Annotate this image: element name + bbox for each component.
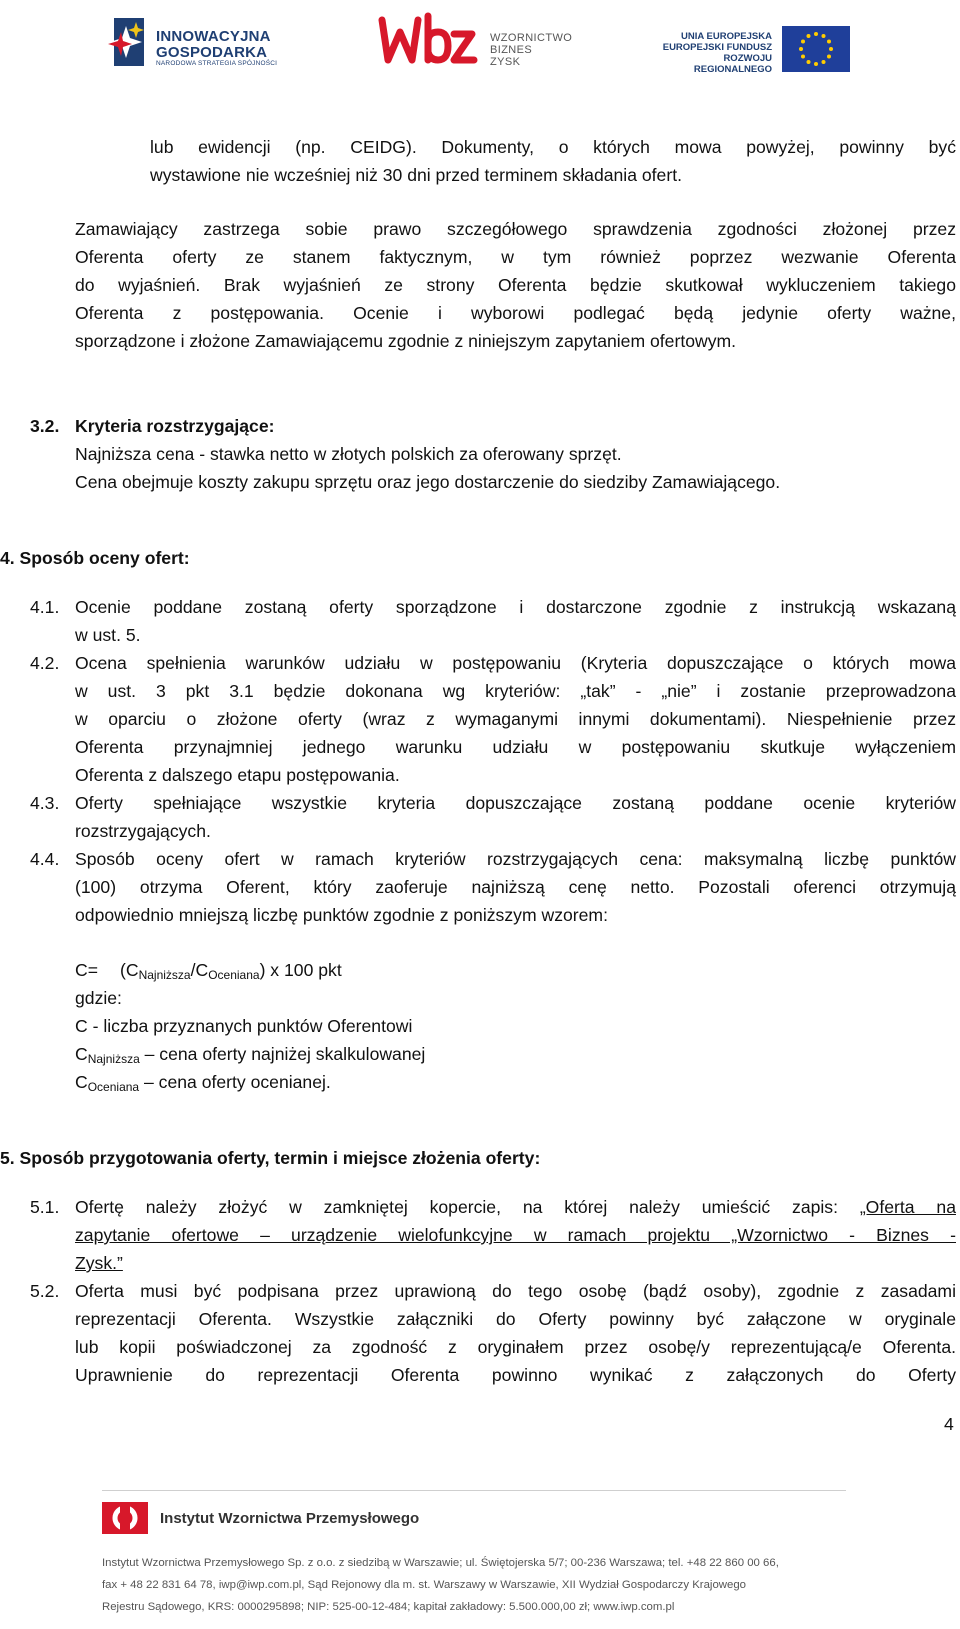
item-4-3-text: Oferty spełniające wszystkie kryteria dopuszczające zostaną poddane ocenie kryteriów rozstrzygających. [75, 793, 956, 841]
wbz-mark-icon [378, 12, 478, 70]
formula-def-oceniana: $C_{Oceniana}$ – cena oferty ocenianej. [75, 1072, 331, 1094]
page-number: 4 [944, 1414, 954, 1434]
item-4-2-number: 4.2. [30, 653, 60, 673]
ig-logo-title: INNOWACYJNA GOSPODARKA [156, 28, 271, 61]
item-5-1-number: 5.1. [30, 1197, 60, 1217]
formula-def-najnizsza: $C_{Najniższa}$ – cena oferty najniżej skalkulowanej [75, 1044, 426, 1066]
formula-def-c: C - liczba przyznanych punktów Oferentowi [75, 1016, 413, 1036]
item-4-2-text: Ocena spełnienia warunków udziału w postępowaniu (Kryteria dopuszczające o których mowa w ust. 3 pkt 3.1 będzie dokonana wg kryteriów: „tak” - „nie” i zostanie przeprowadzona w oparciu o złożone oferty (wraz z wymaganymi innymi dokumentami). Niespełnienie przez Oferenta przynajmniej jednego warunku udziału w postępowaniu skutkuje wyłączeniem Oferenta z dalszego etapu postępowania. [75, 653, 956, 785]
ue-logo-text: UNIA EUROPEJSKA EUROPEJSKI FUNDUSZ ROZWOJU REGIONALNEGO [662, 31, 772, 75]
ig-logo-tagline: NARODOWA STRATEGIA SPÓJNOŚCI [156, 60, 278, 67]
paragraph-zastrzezenie: Zamawiający zastrzega sobie prawo szczegółowego sprawdzenia zgodności złożonej przez Oferenta oferty ze stanem faktycznym, w tym również poprzez wezwanie Oferenta do wyjaśnień. Brak wyjaśnień ze strony Oferenta będzie skutkował wykluczeniem takiego Oferenta z postępowania. Ocenie i wyborowi podlegać będą jedynie oferty ważne, sporządzone i złożone Zamawiającemu zgodnie z niniejszym zapytaniem ofertowym. [75, 219, 956, 351]
item-4-1-text: Ocenie poddane zostaną oferty sporządzone i dostarczone zgodnie z instrukcją wskazaną w ust. 5. [75, 597, 956, 645]
item-5-2-text: Oferta musi być podpisana przez uprawioną do tego osobę (bądź osoby), zgodnie z zasadami reprezentacji Oferenta. Wszystkie załączniki do Oferty powinny być załączone w oryginale lub kopii poświadczonej za zgodność z oryginałem przez osobę/y reprezentującą/e Oferenta. Uprawnienie do reprezentacji Oferenta powinno wynikać z załączonych do Oferty [75, 1281, 956, 1385]
section-3-2-number: 3.2. [30, 416, 60, 436]
iwp-mark-icon [102, 1502, 148, 1534]
wbz-logo-text: WZORNICTWO BIZNES ZYSK [490, 32, 573, 68]
section-3-2-line2: Cena obejmuje koszty zakupu sprzętu oraz jego dostarczenie do siedziby Zamawiającego. [75, 472, 781, 492]
item-4-4-number: 4.4. [30, 849, 60, 869]
ig-star-icon [108, 14, 146, 68]
wzornictwo-biznes-zysk-logo [378, 12, 578, 72]
item-5-2-number: 5.2. [30, 1281, 60, 1301]
item-5-1-text: Ofertę należy złożyć w zamkniętej kopercie, na której należy umieścić zapis: „Oferta na zapytanie ofertowe – urządzenie wielofunkcyjne w ramach projektu „Wzornictwo - Biznes - Zysk.” [75, 1197, 956, 1273]
formula-gdzie: gdzie: [75, 988, 122, 1008]
iwp-logo-text: Instytut Wzornictwa Przemysłowego [160, 1510, 420, 1527]
section-3-2-title: Kryteria rozstrzygające: [75, 416, 275, 436]
section-3-2-line1: Najniższa cena - stawka netto w złotych polskich za oferowany sprzęt. [75, 444, 622, 464]
item-4-4-text: Sposób oceny ofert w ramach kryteriów rozstrzygających cena: maksymalną liczbę punktów (100) otrzyma Oferent, który zaoferuje najniższą cenę netto. Pozostali oferenci otrzymują odpowiednio mniejszą liczbę punktów zgodnie z poniższym wzorem: [75, 849, 956, 925]
section-4-heading: 4. Sposób oceny ofert: [0, 548, 190, 568]
unia-europejska-logo [654, 26, 854, 76]
footer-divider [102, 1490, 846, 1491]
innowacyjna-gospodarka-logo [108, 12, 298, 70]
eu-flag-icon [782, 26, 850, 72]
formula: $C= (C_{Najniższa}/C_{Oceniana})$ x 100 pkt [75, 960, 342, 982]
section-5-heading: 5. Sposób przygotowania oferty, termin i miejsce złożenia oferty: [0, 1148, 541, 1168]
item-4-3-number: 4.3. [30, 793, 60, 813]
item-4-1-number: 4.1. [30, 597, 60, 617]
iwp-logo [102, 1502, 442, 1538]
footer-address: Instytut Wzornictwa Przemysłowego Sp. z o.o. z siedzibą w Warszawie; ul. Świętojerska 5/7; 00-236 Warszawa; tel. +48 22 860 00 66, fax + 48 22 831 64 78, iwp@iwp.com.pl, Sąd Rejonowy dla m. st. Warszawy w Warszawie, XII Wydział Gospodarczy Krajowego Rejestru Sądowego, KRS: 0000295898; NIP: 525-00-12-484; kapitał zakładowy: 5.500.000,00 zł; www.iwp.com.pl [102, 1557, 779, 1613]
paragraph-ewidencja: lub ewidencji (np. CEIDG). Dokumenty, o których mowa powyżej, powinny być wystawione nie wcześniej niż 30 dni przed terminem składania ofert. [150, 137, 956, 185]
